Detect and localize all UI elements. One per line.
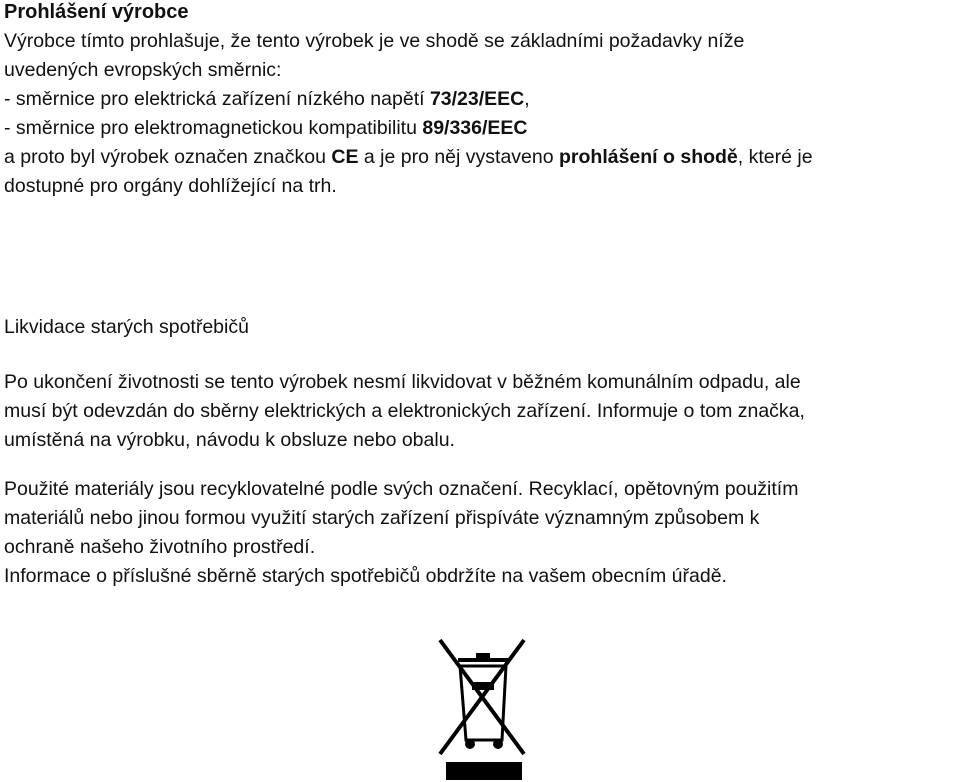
disposal-heading: Likvidace starých spotřebičů	[4, 316, 249, 338]
disposal-p1-line3: umístěná na výrobku, návodu k obsluze nebo obalu.	[4, 429, 455, 451]
ce-pre-text: a proto byl výrobek označen značkou	[4, 146, 332, 168]
document-page	[4, 0, 954, 591]
disposal-paragraph-2	[4, 475, 954, 591]
disposal-p2-line1: Použité materiály jsou recyklovatelné podle svých označení. Recyklací, opětovným použitím	[4, 478, 799, 500]
directive-low-voltage-tail: ,	[524, 88, 530, 110]
disposal-p2-line2: materiálů nebo jinou formou využití starých zařízení přispíváte významným způsobem k	[4, 507, 760, 529]
directive-emc	[4, 114, 954, 143]
ce-mark: CE	[331, 146, 359, 168]
disposal-p3-line1: Informace o příslušné sběrně starých spotřebičů obdržíte na vašem obecním úřadě.	[4, 565, 727, 587]
crossed-out-wheelie-bin-icon	[436, 636, 528, 782]
ce-post-text: , které je	[737, 146, 813, 168]
disposal-paragraph-1	[4, 368, 954, 455]
declaration-last-line: dostupné pro orgány dohlížející na trh.	[4, 175, 337, 197]
declaration-of-conformity: prohlášení o shodě	[559, 146, 738, 168]
directive-low-voltage-text: - směrnice pro elektrická zařízení nízkého napětí	[4, 88, 430, 110]
declaration-title: Prohlášení výrobce	[4, 1, 189, 23]
declaration-intro-line1: Výrobce tímto prohlašuje, že tento výrobek je ve shodě se základními požadavky níže	[4, 30, 745, 52]
disposal-p2-line3: ochraně našeho životního prostředí.	[4, 536, 316, 558]
disposal-p1-line1: Po ukončení životnosti se tento výrobek nesmí likvidovat v běžném komunálním odpadu, ale	[4, 371, 801, 393]
ce-marking-line	[4, 143, 954, 172]
disposal-p1-line2: musí být odevzdán do sběrny elektrických a elektronických zařízení. Informuje o tom značka,	[4, 400, 805, 422]
directive-emc-code: 89/336/EEC	[422, 117, 528, 139]
directive-emc-text: - směrnice pro elektromagnetickou kompatibilitu	[4, 117, 423, 139]
directive-low-voltage-code: 73/23/EEC	[429, 88, 525, 110]
declaration-intro-line2: uvedených evropských směrnic:	[4, 59, 282, 81]
directive-low-voltage	[4, 85, 954, 114]
ce-mid-text: a je pro něj vystaveno	[358, 146, 559, 168]
